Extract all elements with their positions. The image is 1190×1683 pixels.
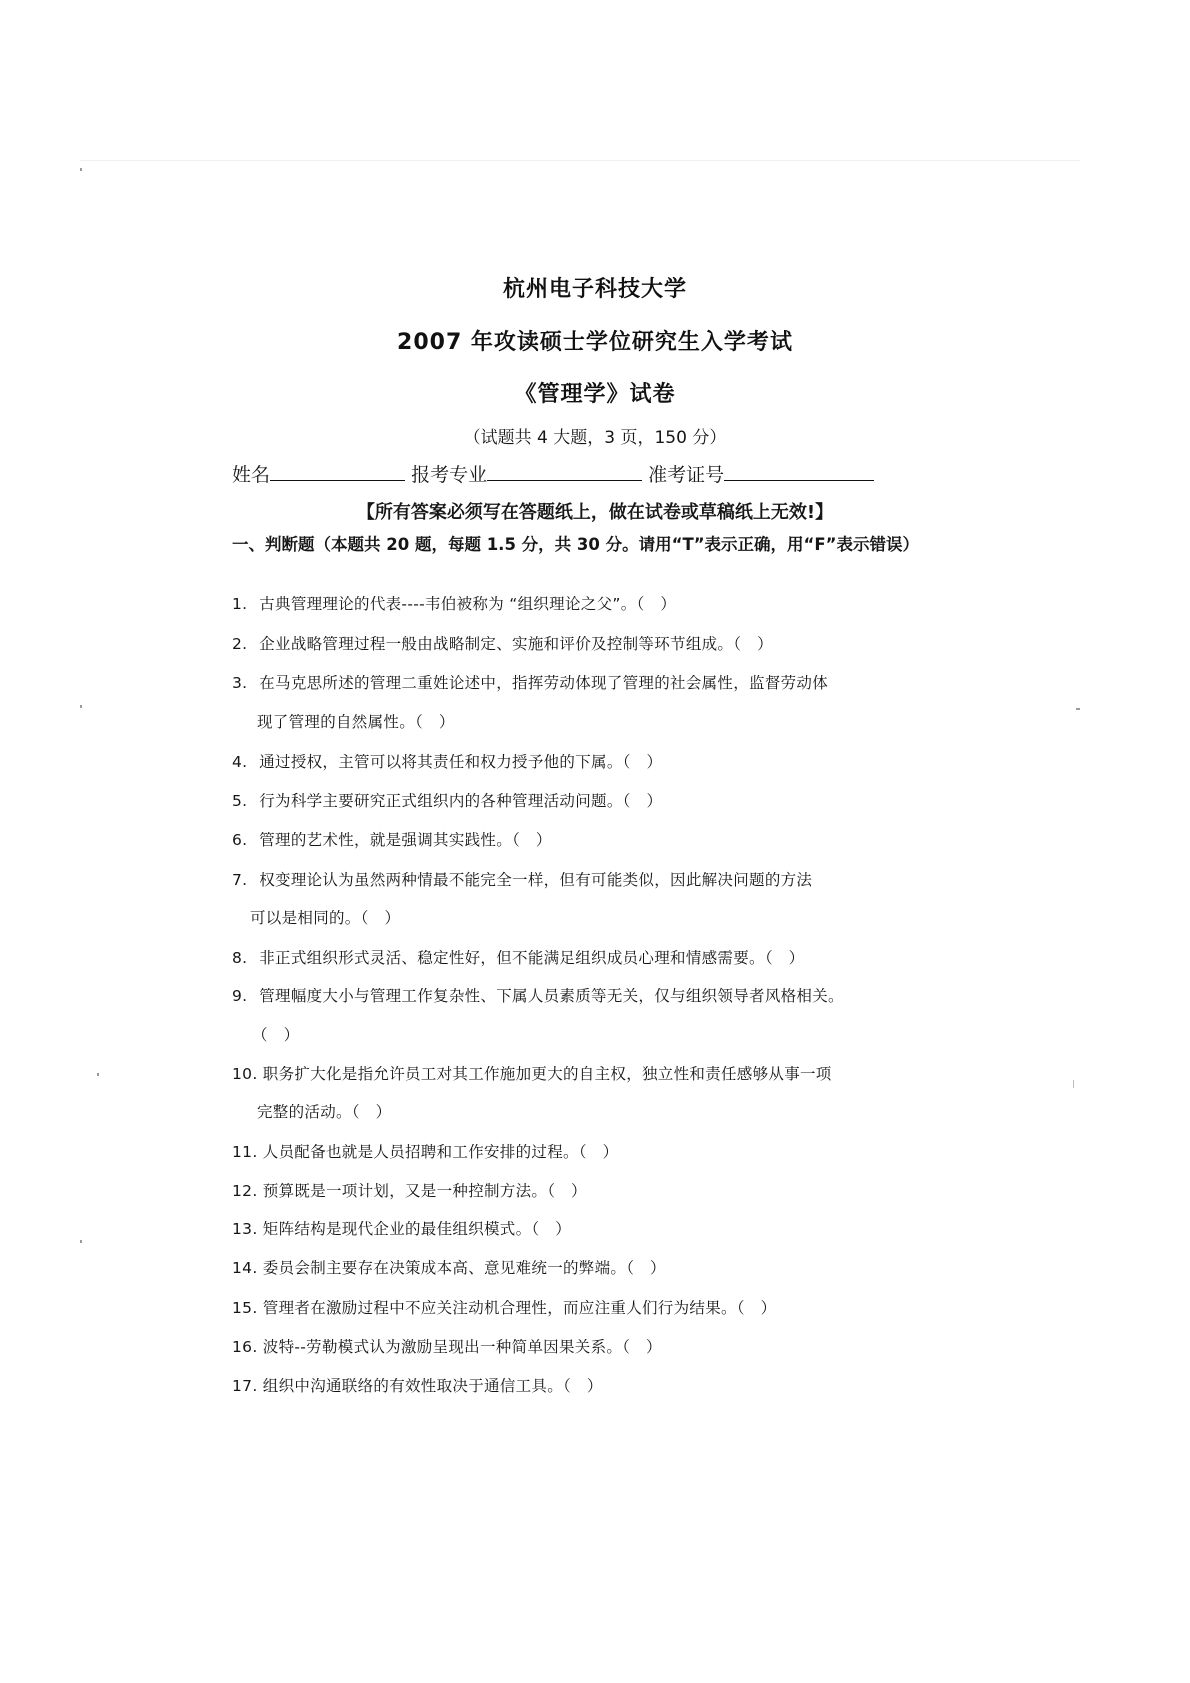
scan-artifact-dot	[80, 168, 82, 171]
question-text: 组织中沟通联络的有效性取决于通信工具。（ ）	[262, 1377, 603, 1395]
question-7	[232, 868, 812, 890]
question-text: 矩阵结构是现代企业的最佳组织模式。（ ）	[262, 1220, 572, 1238]
question-number: 7.	[232, 871, 248, 889]
question-text: 管理的艺术性，就是强调其实践性。（ ）	[259, 831, 552, 849]
question-number: 2.	[232, 635, 248, 653]
question-text: 职务扩大化是指允许员工对其工作施加更大的自主权，独立性和责任感够从事一项	[262, 1065, 832, 1083]
question-16	[232, 1335, 662, 1357]
question-4	[232, 750, 662, 772]
question-text: 权变理论认为虽然两种情最不能完全一样，但有可能类似，因此解决问题的方法	[259, 871, 813, 889]
question-text: 人员配备也就是人员招聘和工作安排的过程。（ ）	[262, 1143, 619, 1161]
university-title: 杭州电子科技大学	[502, 277, 687, 302]
question-text: 非正式组织形式灵活、稳定性好，但不能满足组织成员心理和情感需要。（ ）	[259, 949, 805, 967]
question-number: 12.	[232, 1182, 258, 1200]
question-10-continuation: 完整的活动。（ ）	[257, 1103, 392, 1121]
major-label: 报考专业	[411, 464, 488, 486]
section-1-title: 一、判断题（本题共 20 题，每题 1.5 分，共 30 分。请用“T”表示正确，用“F”表示错误）	[232, 535, 920, 554]
scan-artifact-dot	[97, 1073, 99, 1076]
question-text: 管理幅度大小与管理工作复杂性、下属人员素质等无关，仅与组织领导者风格相关。	[259, 987, 844, 1005]
exam-summary: （试题共 4 大题，3 页，150 分）	[463, 428, 727, 448]
question-5	[232, 789, 662, 811]
question-number: 13.	[232, 1220, 258, 1238]
question-8	[232, 946, 805, 968]
question-9-continuation: （ ）	[252, 1026, 300, 1044]
paper-title: 《管理学》试卷	[514, 382, 676, 407]
question-text: 委员会制主要存在决策成本高、意见难统一的弊端。（ ）	[262, 1259, 666, 1277]
name-label: 姓名	[232, 464, 271, 486]
question-6	[232, 828, 552, 850]
question-number: 17.	[232, 1377, 258, 1395]
question-text: 预算既是一项计划，又是一种控制方法。（ ）	[262, 1182, 587, 1200]
scan-artifact-dot	[80, 1240, 82, 1243]
question-number: 10.	[232, 1065, 258, 1083]
candidate-info-row	[232, 460, 992, 487]
question-number: 4.	[232, 753, 248, 771]
answer-notice: 【所有答案必须写在答题纸上，做在试卷或草稿纸上无效!】	[356, 502, 834, 523]
question-text: 行为科学主要研究正式组织内的各种管理活动问题。（ ）	[259, 792, 663, 810]
question-number: 9.	[232, 987, 248, 1005]
name-blank	[270, 462, 405, 481]
question-11	[232, 1140, 618, 1162]
question-17	[232, 1374, 603, 1396]
id-label: 准考证号	[648, 464, 725, 486]
question-10	[232, 1062, 832, 1084]
question-number: 11.	[232, 1143, 258, 1161]
question-number: 3.	[232, 674, 248, 692]
question-number: 6.	[232, 831, 248, 849]
question-text: 在马克思所述的管理二重姓论述中，指挥劳动体现了管理的社会属性，监督劳动体	[259, 674, 829, 692]
scan-artifact-line	[80, 160, 1080, 161]
scan-artifact-dot	[1076, 708, 1080, 710]
question-3	[232, 671, 828, 693]
question-number: 14.	[232, 1259, 258, 1277]
exam-title: 2007 年攻读硕士学位研究生入学考试	[397, 330, 793, 355]
question-text: 管理者在激励过程中不应关注动机合理性，而应注重人们行为结果。（ ）	[262, 1299, 777, 1317]
id-blank	[724, 462, 874, 481]
question-7-continuation: 可以是相同的。（ ）	[250, 909, 401, 927]
question-text: 波特--劳勒模式认为激励呈现出一种简单因果关系。（ ）	[262, 1338, 662, 1356]
question-number: 1.	[232, 595, 248, 613]
question-13	[232, 1217, 571, 1239]
question-number: 5.	[232, 792, 248, 810]
question-text: 企业战略管理过程一般由战略制定、实施和评价及控制等环节组成。（ ）	[259, 635, 773, 653]
scan-artifact-dot	[1073, 1080, 1074, 1088]
question-1	[232, 592, 676, 614]
question-number: 15.	[232, 1299, 258, 1317]
question-9	[232, 984, 844, 1006]
question-14	[232, 1256, 666, 1278]
question-2	[232, 632, 773, 654]
question-number: 8.	[232, 949, 248, 967]
question-3-continuation: 现了管理的自然属性。（ ）	[257, 713, 455, 731]
question-number: 16.	[232, 1338, 258, 1356]
question-text: 通过授权，主管可以将其责任和权力授予他的下属。（ ）	[259, 753, 663, 771]
major-blank	[487, 462, 642, 481]
scan-artifact-dot	[80, 705, 82, 708]
question-15	[232, 1296, 776, 1318]
question-12	[232, 1179, 587, 1201]
question-text: 古典管理理论的代表----韦伯被称为 “组织理论之父”。（ ）	[259, 595, 677, 613]
